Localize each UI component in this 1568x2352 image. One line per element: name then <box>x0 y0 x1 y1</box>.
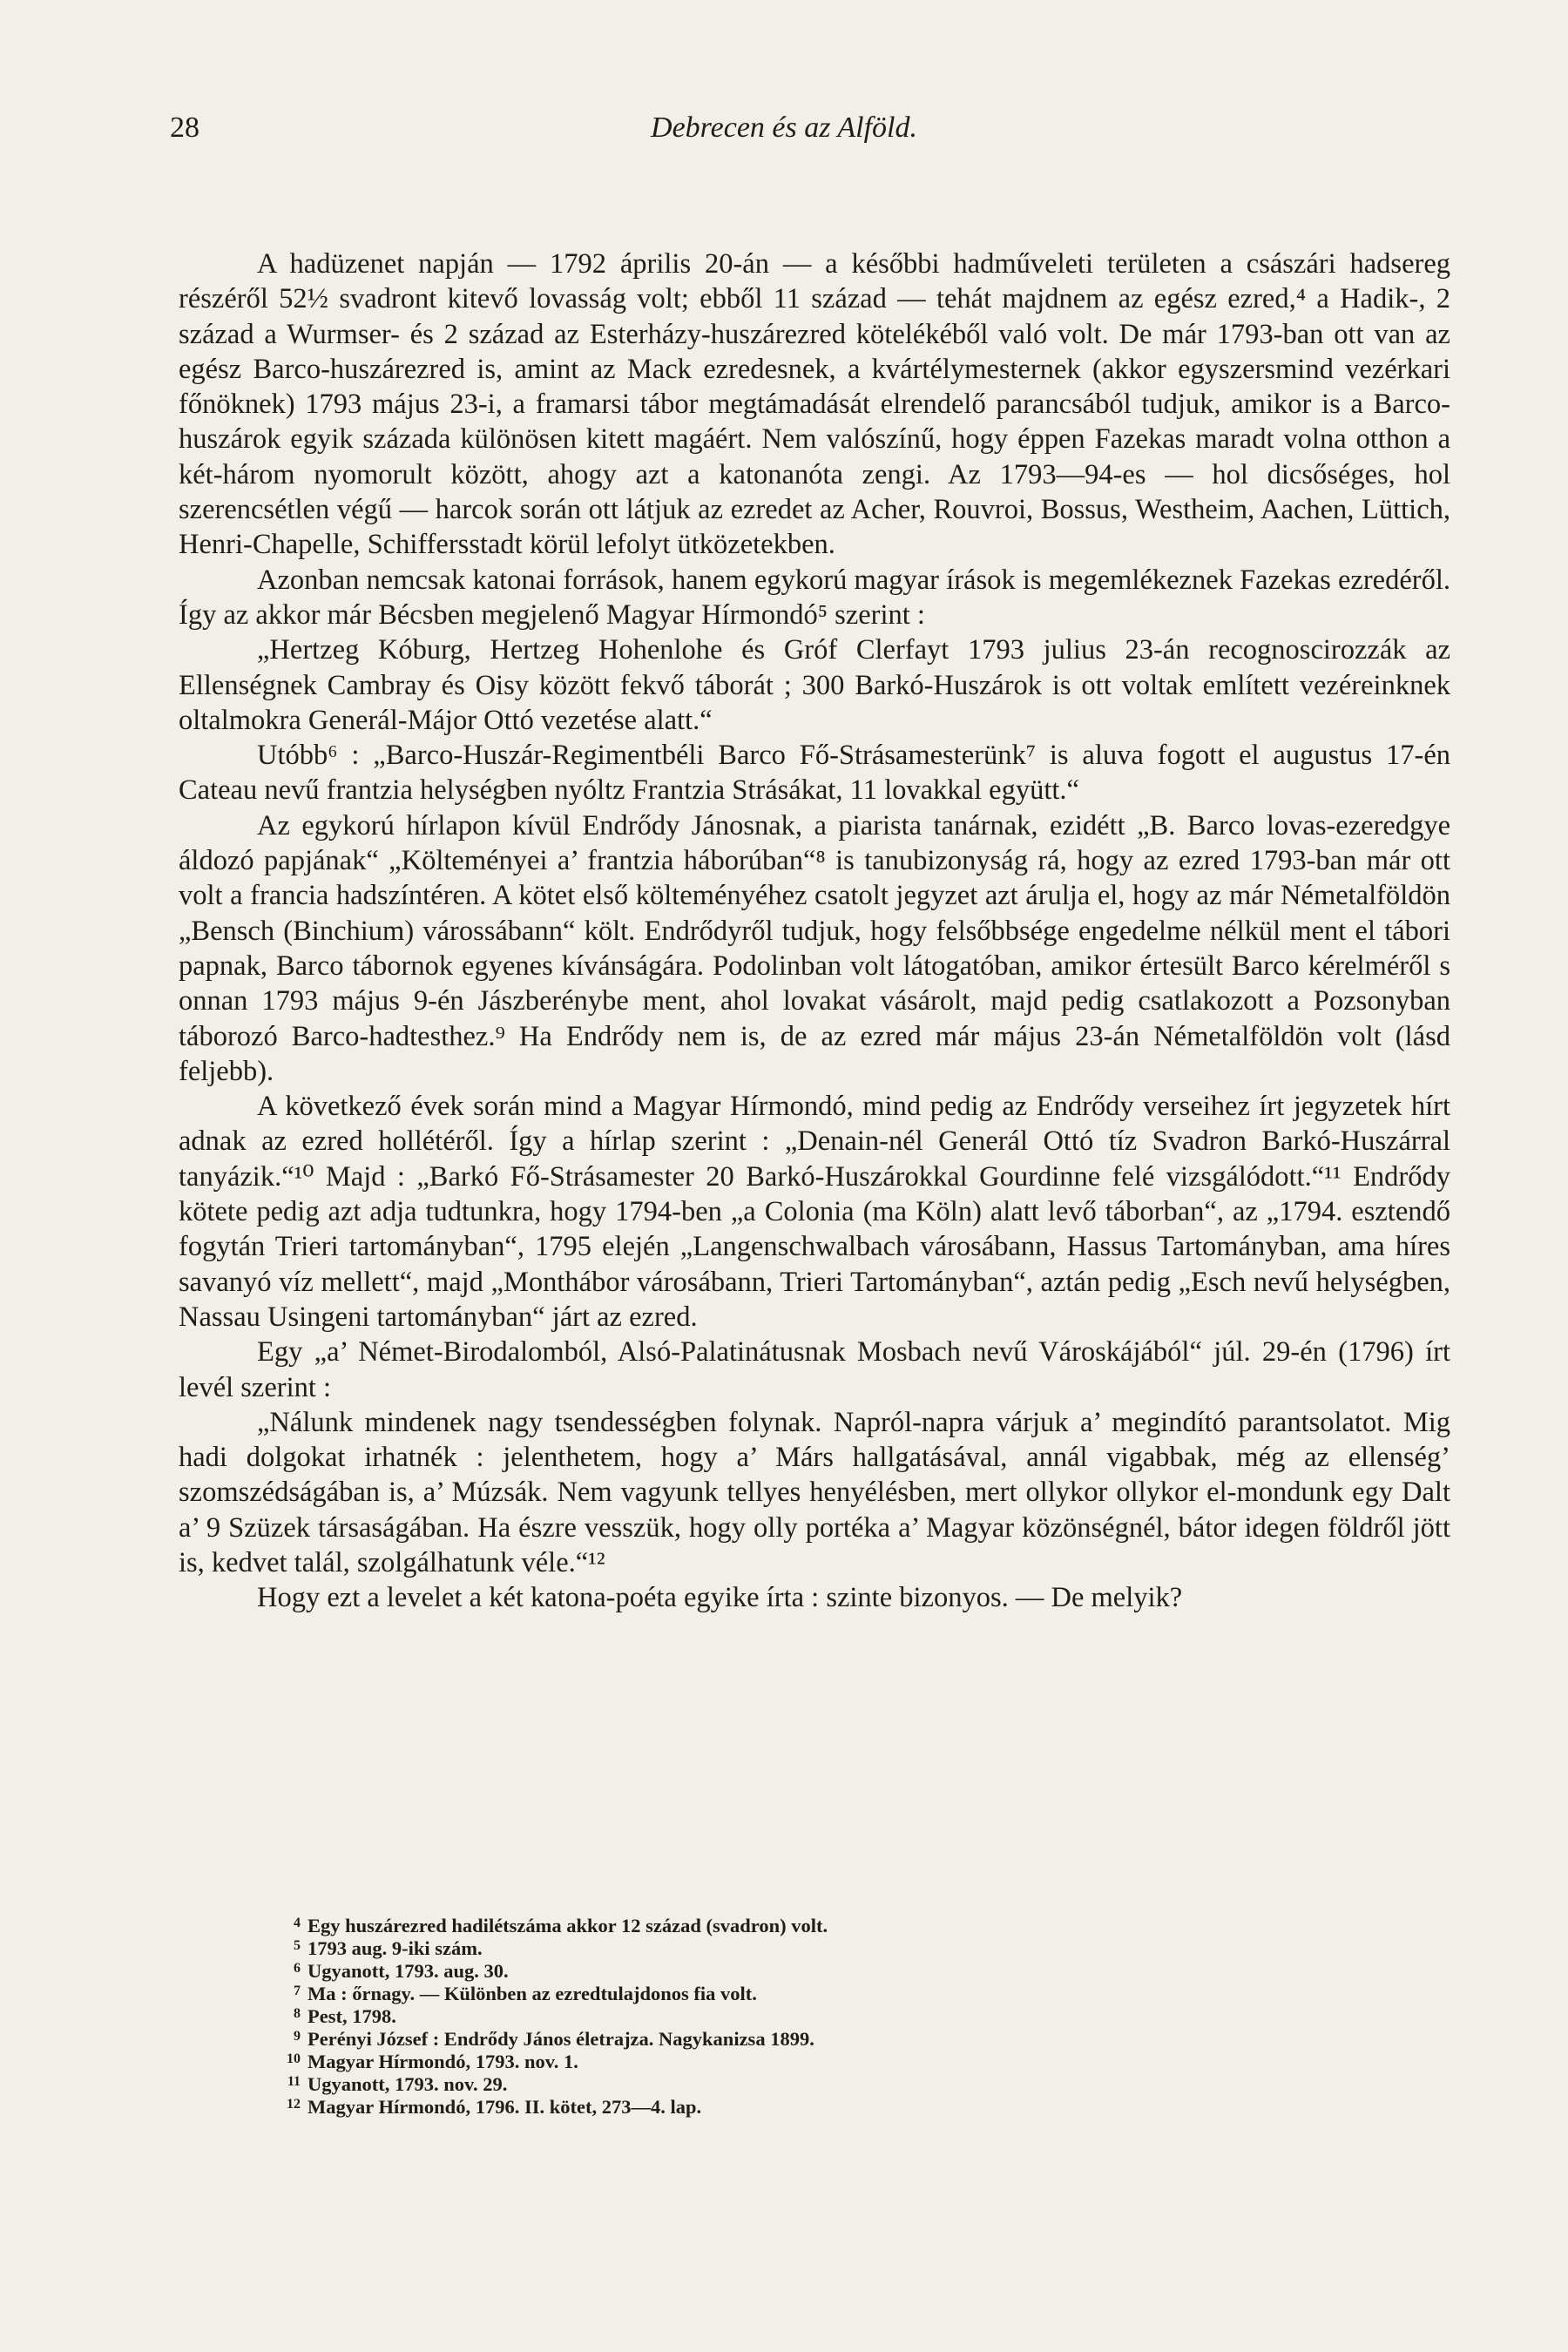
footnote-mark: 12 <box>287 2097 301 2112</box>
paragraph: Egy „a’ Német-Birodalomból, Alsó-Palatinátusnak Mosbach nevű Városkájából“ júl. 29-én (1796) írt levél szerint : <box>179 1336 1450 1403</box>
body-text <box>179 247 1450 1616</box>
footnote-mark: 9 <box>294 2029 301 2044</box>
paragraph: Az egykorú hírlapon kívül Endrődy Jánosnak, a piarista tanárnak, ezidétt „B. Barco lovas-ezeredgye áldozó papjának“ „Költeményei a’ frantzia háborúban“⁸ is tanubizonyság rá, hogy az ezred 1793-ban már ott volt a francia hadszíntéren. A kötet első költeményéhez csatolt jegyzet azt árulja el, hogy az már Németalföldön „Bensch (Binchium) várossábann“ költ. Endrődyről tudjuk, hogy felsőbbsége engedelme nélkül ment el tábori papnak, Barco tábornok egyenes kívánságára. Podolinban volt látogatóban, amikor értesült Barco kérelméről s onnan 1793 május 9-én Jászberénybe ment, ahol lovakat vásárolt, majd pedig csatlakozott a Pozsonyban táborozó Barco-hadtesthez.⁹ Ha Endrődy nem is, de az ezred már május 23-án Németalföldön volt (lásd feljebb). <box>179 809 1450 1087</box>
footnote-text: Ma : őrnagy. — Különben az ezredtulajdonos fia volt. <box>308 1983 757 2004</box>
footnote <box>274 2028 1407 2051</box>
footnote-mark: 10 <box>287 2051 301 2066</box>
paragraph: A következő évek során mind a Magyar Hírmondó, mind pedig az Endrődy verseihez írt jegyzetek hírt adnak az ezred hollétéről. Így a hírlap szerint : „Denain-nél Generál Ottó tíz Svadron Barkó-Huszárral tanyázik.“¹⁰ Majd : „Barkó Fő-Strásamester 20 Barkó-Huszárokkal Gourdinne felé vizsgálódott.“¹¹ Endrődy kötete pedig azt adja tudtunkra, hogy 1794-ben „a Colonia (ma Köln) alatt levő táborban“, az „1794. esztendő fogytán Trieri tartományban“, 1795 elején „Langenschwalbach városábann, Hassus Tartományban, ama híres savanyó víz mellett“, majd „Monthábor városábann, Trieri Tartományban“, aztán pedig „Esch nevű helységben, Nassau Usingeni tartományban“ járt az ezred. <box>179 1091 1450 1333</box>
footnote <box>274 2073 1407 2096</box>
running-title: Debrecen és az Alföld. <box>651 112 917 144</box>
footnote-text: 1793 aug. 9-iki szám. <box>308 1937 483 1959</box>
footnote <box>274 1915 1407 1937</box>
paragraph: Utóbb⁶ : „Barco-Huszár-Regimentbéli Barco Fő-Strásamesterünk⁷ is aluva fogott el augustus 17-én Cateau nevű frantzia helységben nyóltz Frantzia Strásákat, 11 lovakkal együtt.“ <box>179 740 1450 807</box>
paragraph: A hadüzenet napján — 1792 április 20-án — a későbbi hadműveleti területen a császári hadsereg részéről 52½ svadront kitevő lovasság volt; ebből 11 század — tehát majdnem az egész ezred,⁴ a Hadik-, 2 század a Wurmser- és 2 század az Esterházy-huszárezred kötelékéből való volt. De már 1793-ban ott van az egész Barco-huszárezred is, amint az Mack ezredesnek, a kvártélymesternek (akkor egyszersmind vezérkari főnöknek) 1793 május 23-i, a framarsi tábor megtámadását elrendelő parancsából tudjuk, amikor is a Barco-huszárok egyik százada különösen kitett magáért. Nem valószínű, hogy éppen Fazekas maradt volna otthon a két-három nyomorult között, ahogy azt a katonanóta zengi. Az 1793—94-es — hol dicsőséges, hol szerencsétlen végű — harcok során ott látjuk az ezredet az Acher, Rouvroi, Bossus, Westheim, Aachen, Lüttich, Henri-Chapelle, Schiffersstadt körül lefolyt ütközetekben. <box>179 248 1450 561</box>
footnote <box>274 2051 1407 2073</box>
footnote-text: Ugyanott, 1793. nov. 29. <box>308 2073 508 2095</box>
footnote-mark: 8 <box>294 2006 301 2021</box>
footnote-text: Pest, 1798. <box>308 2005 396 2027</box>
paragraph: Azonban nemcsak katonai források, hanem egykorú magyar írások is megemlékeznek Fazekas ezredéről. Így az akkor már Bécsben megjelenő Magyar Hírmondó⁵ szerint : <box>179 564 1450 631</box>
footnote-text: Ugyanott, 1793. aug. 30. <box>308 1960 509 1982</box>
footnote-mark: 4 <box>294 1916 301 1930</box>
footnote <box>274 2005 1407 2028</box>
footnote-text: Perényi József : Endrődy János életrajza. Nagykanizsa 1899. <box>308 2028 814 2050</box>
footnotes <box>274 1915 1407 2119</box>
footnote <box>274 2096 1407 2119</box>
quoted-paragraph: „Nálunk mindenek nagy tsendességben folynak. Napról-napra várjuk a’ megindító parantsolatot. Mig hadi dolgokat irhatnék : jelenthetem, hogy a’ Márs hallgatásával, annál vigabbak, még az ellenség’ szomszédságában is, a’ Múzsák. Nem vagyunk tellyes henyélésben, mert ollykor ollykor el-mondunk egy Dalt a’ 9 Szüzek társaságában. Ha észre vesszük, hogy olly portéka a’ Magyar közönségnél, bátor idegen földről jött is, kedvet talál, szolgálhatunk véle.“¹² <box>179 1406 1450 1578</box>
paragraph: Hogy ezt a levelet a két katona-poéta egyike írta : szinte bizonyos. — De melyik? <box>257 1582 1183 1614</box>
page-header <box>0 112 1568 164</box>
footnote <box>274 1937 1407 1960</box>
footnote-mark: 7 <box>294 1984 301 1998</box>
footnote <box>274 1983 1407 2005</box>
footnote <box>274 1960 1407 1983</box>
quoted-paragraph: „Hertzeg Kóburg, Hertzeg Hohenlohe és Gróf Clerfayt 1793 julius 23-án recognoscirozzák az Ellenségnek Cambray és Oisy között fekvő táborát ; 300 Barkó-Huszárok is ott voltak említett vezéreinknek oltalmokra Generál-Májor Ottó vezetése alatt.“ <box>179 634 1450 736</box>
page-number: 28 <box>170 112 199 144</box>
footnote-mark: 11 <box>287 2074 301 2089</box>
footnote-mark: 5 <box>294 1938 301 1953</box>
footnote-mark: 6 <box>294 1961 301 1976</box>
footnote-text: Egy huszárezred hadilétszáma akkor 12 század (svadron) volt. <box>308 1915 828 1936</box>
footnote-text: Magyar Hírmondó, 1793. nov. 1. <box>308 2051 578 2072</box>
footnote-text: Magyar Hírmondó, 1796. II. kötet, 273—4. lap. <box>308 2096 702 2118</box>
